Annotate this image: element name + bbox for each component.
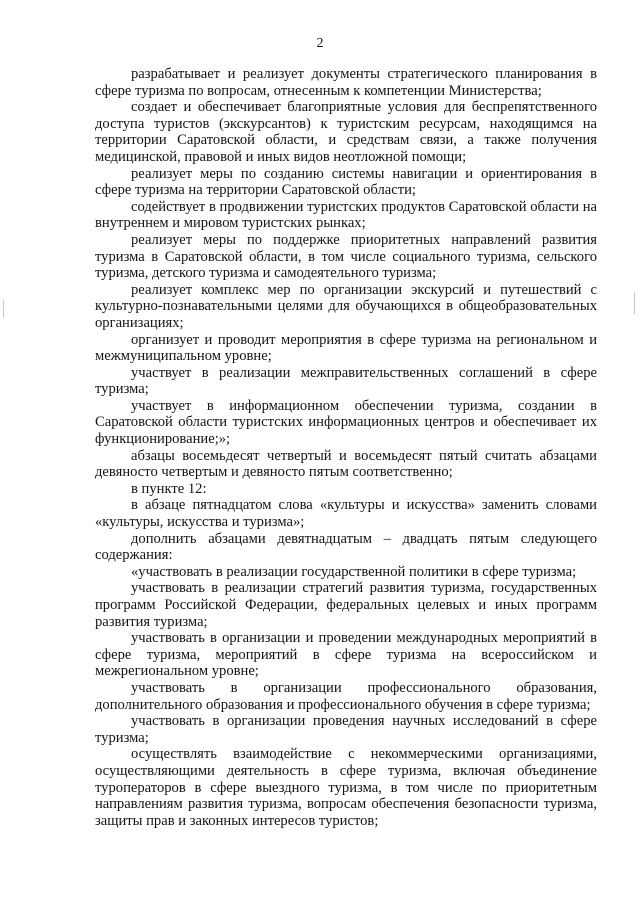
paragraph: осуществлять взаимодействие с некоммерческими организациями, осуществляющими деятельность в сфере туризма, включая объединение туроператоров в сфере выездного туризма, в том числе по приоритетным направлениям развития туризма, вопросам обеспечения безопасности туризма, защиты прав и законных интересов туристов; xyxy=(95,746,597,829)
paragraph: участвовать в организации проведения научных исследований в сфере туризма; xyxy=(95,713,597,746)
paragraph: реализует меры по поддержке приоритетных направлений развития туризма в Саратовской области, в том числе социального туризма, сельского туризма, детского туризма и самодеятельного туризма; xyxy=(95,231,597,282)
paragraph: участвует в информационном обеспечении туризма, создании в Саратовской области туристских информационных центров и обеспечивает их функционирование;»; xyxy=(95,397,597,448)
paragraph: «участвовать в реализации государственной политики в сфере туризма; xyxy=(131,563,577,580)
document-body xyxy=(95,66,597,829)
paragraph: создает и обеспечивает благоприятные условия для беспрепятственного доступа туристов (экскурсантов) к туристским ресурсам, находящимся на территории Саратовской области, и средствам связи, а также получения медицинской, правовой и иных видов неотложной помощи; xyxy=(95,99,597,165)
paragraph: участвовать в организации профессионального образования, дополнительного образования и профессионального обучения в сфере туризма; xyxy=(95,679,597,713)
paragraph: участвует в реализации межправительственных соглашений в сфере туризма; xyxy=(95,364,597,398)
paragraph: в пункте 12: xyxy=(131,480,207,497)
paragraph: реализует меры по созданию системы навигации и ориентирования в сфере туризма на территории Саратовской области; xyxy=(95,165,597,199)
paragraph: реализует комплекс мер по организации экскурсий и путешествий с культурно-познавательными целями для обучающихся в общеобразовательных организациях; xyxy=(95,281,597,331)
paragraph: в абзаце пятнадцатом слова «культуры и искусства» заменить словами «культуры, искусства и туризма»; xyxy=(95,497,597,531)
scan-edge-mark-left xyxy=(3,300,4,318)
page-number: 2 xyxy=(316,36,324,51)
paragraph: разрабатывает и реализует документы стратегического планирования в сфере туризма по вопросам, отнесенным к компетенции Министерства; xyxy=(95,66,597,99)
paragraph: участвовать в организации и проведении международных мероприятий в сфере туризма, мероприятий в сфере туризма на всероссийском и межрегиональном уровне; xyxy=(95,630,597,680)
paragraph: содействует в продвижении туристских продуктов Саратовской области на внутреннем и мировом туристских рынках; xyxy=(95,198,597,232)
paragraph: дополнить абзацами девятнадцатым – двадцать пятым следующего содержания: xyxy=(95,530,597,564)
paragraph: участвовать в реализации стратегий развития туризма, государственных программ Российской Федерации, федеральных целевых и иных программ развития туризма; xyxy=(95,580,597,630)
paragraph: организует и проводит мероприятия в сфере туризма на региональном и межмуниципальном уровне; xyxy=(95,331,597,365)
paragraph: абзацы восемьдесят четвертый и восемьдесят пятый считать абзацами девяносто четвертым и девяносто пятым соответственно; xyxy=(95,447,597,481)
scan-edge-mark-right xyxy=(634,292,635,314)
